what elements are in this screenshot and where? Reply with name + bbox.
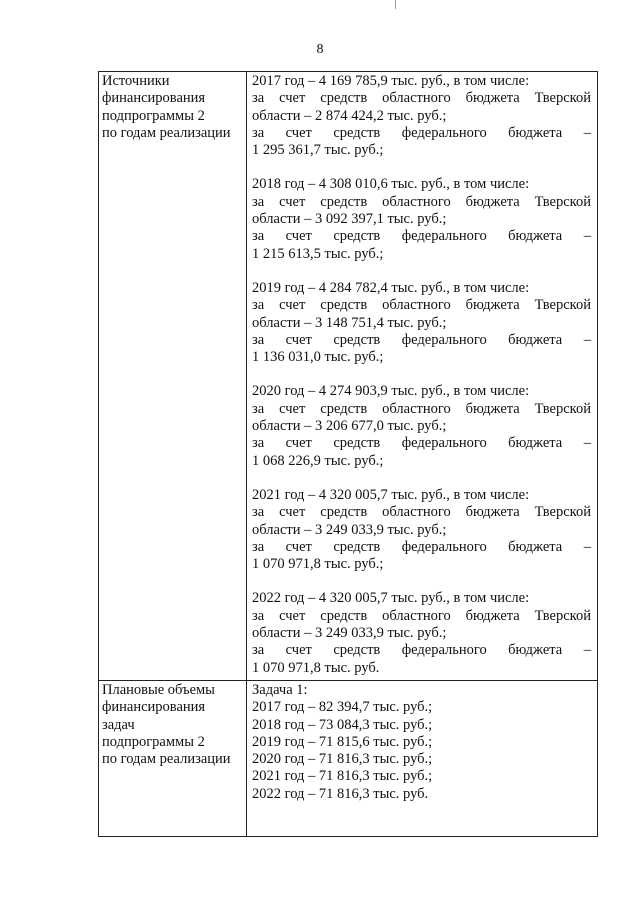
justified-word: средств — [333, 331, 381, 348]
year-total: 2019 год – 4 284 782,4 тыс. руб., в том числе: — [252, 279, 530, 296]
funding-sources-content-cell — [247, 72, 598, 681]
federal-budget-line — [252, 642, 591, 659]
regional-budget-line — [252, 608, 591, 625]
task-year-amount: 2022 год – 71 816,3 тыс. руб. — [252, 785, 429, 802]
justified-word: бюджета — [508, 228, 563, 245]
regional-budget-line — [252, 297, 591, 314]
justified-word: средств — [333, 228, 381, 245]
year-block-2021 — [252, 487, 591, 573]
regional-budget-amount: области – 3 249 033,9 тыс. руб.; — [252, 521, 447, 538]
justified-word: за — [252, 331, 265, 348]
justified-word: бюджета — [465, 400, 520, 417]
justified-word: областного — [382, 297, 451, 314]
justified-word: бюджета — [508, 538, 563, 555]
justified-word: за — [252, 435, 265, 452]
justified-word: – — [583, 331, 591, 348]
justified-word: Тверской — [534, 607, 591, 624]
justified-word: областного — [382, 607, 451, 624]
label-line: Плановые объемы — [102, 682, 215, 698]
justified-word: – — [583, 124, 591, 141]
justified-word: – — [583, 642, 591, 659]
regional-budget-amount: области – 2 874 424,2 тыс. руб.; — [252, 107, 447, 124]
justified-word: областного — [382, 193, 451, 210]
regional-budget-amount: области – 3 148 751,4 тыс. руб.; — [252, 314, 447, 331]
regional-budget-line — [252, 194, 591, 211]
justified-word: бюджета — [465, 504, 520, 521]
justified-word: за — [252, 642, 265, 659]
justified-word: Тверской — [534, 90, 591, 107]
justified-word: – — [583, 228, 591, 245]
justified-word: – — [583, 538, 591, 555]
justified-word: бюджета — [508, 331, 563, 348]
justified-word: бюджета — [508, 435, 563, 452]
year-total: 2018 год – 4 308 010,6 тыс. руб., в том числе: — [252, 176, 530, 193]
justified-word: средств — [333, 538, 381, 555]
label-line: подпрограммы 2 — [102, 733, 205, 750]
year-block-2022 — [252, 590, 591, 676]
justified-word: счет — [285, 331, 312, 348]
justified-word: счет — [285, 642, 312, 659]
justified-word: федерального — [401, 331, 487, 348]
label-line: подпрограммы 2 — [102, 107, 205, 124]
justified-word: областного — [382, 400, 451, 417]
justified-word: бюджета — [465, 297, 520, 314]
justified-word: счет — [279, 504, 306, 521]
justified-word: средств — [333, 642, 381, 659]
regional-budget-line — [252, 90, 591, 107]
justified-word: федерального — [401, 228, 487, 245]
label-line: Источники — [102, 73, 170, 89]
regional-budget-amount: области – 3 249 033,9 тыс. руб.; — [252, 625, 447, 642]
year-total: 2020 год – 4 274 903,9 тыс. руб., в том числе: — [252, 383, 530, 400]
federal-budget-amount: 1 068 226,9 тыс. руб.; — [252, 452, 384, 469]
justified-word: бюджета — [508, 642, 563, 659]
justified-word: счет — [279, 193, 306, 210]
justified-word: Тверской — [534, 504, 591, 521]
justified-word: бюджета — [465, 193, 520, 210]
justified-word: за — [252, 538, 265, 555]
justified-word: за — [252, 607, 265, 624]
task-year-amount: 2020 год – 71 816,3 тыс. руб.; — [252, 751, 433, 768]
justified-word: Тверской — [534, 297, 591, 314]
justified-word: областного — [382, 90, 451, 107]
year-block-2017 — [252, 73, 591, 159]
justified-word: счет — [285, 538, 312, 555]
justified-word: средств — [320, 607, 368, 624]
federal-budget-amount: 1 295 361,7 тыс. руб.; — [252, 142, 384, 159]
justified-word: бюджета — [508, 124, 563, 141]
regional-budget-line — [252, 504, 591, 521]
label-line: по годам реализации — [102, 751, 231, 768]
justified-word: счет — [279, 297, 306, 314]
justified-word: средств — [333, 124, 381, 141]
year-total: 2017 год – 4 169 785,9 тыс. руб., в том числе: — [252, 73, 530, 89]
justified-word: за — [252, 193, 265, 210]
task-year-amount: 2021 год – 71 816,3 тыс. руб.; — [252, 768, 433, 785]
table-row-funding-sources — [99, 72, 598, 681]
year-block-2019 — [252, 280, 591, 366]
year-block-2020 — [252, 383, 591, 469]
program-table — [98, 71, 598, 837]
task-year-amount: 2017 год – 82 394,7 тыс. руб.; — [252, 699, 433, 716]
label-line: финансирования — [102, 699, 206, 716]
task-funding-label-cell — [99, 681, 247, 837]
justified-word: счет — [279, 400, 306, 417]
justified-word: за — [252, 90, 265, 107]
federal-budget-line — [252, 435, 591, 452]
scan-artifact-mark — [395, 0, 396, 9]
justified-word: федерального — [401, 642, 487, 659]
justified-word: счет — [279, 607, 306, 624]
year-total: 2021 год – 4 320 005,7 тыс. руб., в том числе: — [252, 486, 530, 503]
federal-budget-line — [252, 125, 591, 142]
justified-word: за — [252, 297, 265, 314]
regional-budget-amount: области – 3 092 397,1 тыс. руб.; — [252, 211, 447, 228]
federal-budget-line — [252, 228, 591, 245]
justified-word: областного — [382, 504, 451, 521]
justified-word: средств — [320, 400, 368, 417]
page-number: 8 — [316, 42, 324, 57]
federal-budget-line — [252, 539, 591, 556]
task-title: Задача 1: — [252, 682, 308, 698]
year-total: 2022 год – 4 320 005,7 тыс. руб., в том числе: — [252, 590, 530, 607]
justified-word: средств — [320, 297, 368, 314]
federal-budget-amount: 1 215 613,5 тыс. руб.; — [252, 245, 384, 262]
task-year-amount: 2018 год – 73 084,3 тыс. руб.; — [252, 716, 433, 733]
justified-word: федерального — [401, 435, 487, 452]
label-line: по годам реализации — [102, 124, 231, 141]
federal-budget-line — [252, 332, 591, 349]
justified-word: бюджета — [465, 607, 520, 624]
task-year-amount: 2019 год – 71 815,6 тыс. руб.; — [252, 733, 433, 750]
justified-word: счет — [285, 435, 312, 452]
justified-word: средств — [333, 435, 381, 452]
federal-budget-amount: 1 070 971,8 тыс. руб.; — [252, 556, 384, 573]
justified-word: за — [252, 124, 265, 141]
task-funding-content-cell — [247, 681, 598, 837]
justified-word: счет — [285, 124, 312, 141]
year-block-2018 — [252, 176, 591, 262]
table-row-task-funding — [99, 681, 598, 837]
justified-word: – — [583, 435, 591, 452]
label-line: задач — [102, 716, 135, 733]
justified-word: Тверской — [534, 193, 591, 210]
justified-word: федерального — [401, 124, 487, 141]
justified-word: бюджета — [465, 90, 520, 107]
justified-word: средств — [320, 90, 368, 107]
justified-word: за — [252, 504, 265, 521]
regional-budget-line — [252, 401, 591, 418]
justified-word: федерального — [401, 538, 487, 555]
justified-word: счет — [279, 90, 306, 107]
justified-word: средств — [320, 193, 368, 210]
funding-sources-label-cell — [99, 72, 247, 681]
justified-word: за — [252, 228, 265, 245]
federal-budget-amount: 1 070 971,8 тыс. руб. — [252, 659, 380, 676]
federal-budget-amount: 1 136 031,0 тыс. руб.; — [252, 349, 384, 366]
justified-word: средств — [320, 504, 368, 521]
regional-budget-amount: области – 3 206 677,0 тыс. руб.; — [252, 418, 447, 435]
justified-word: за — [252, 400, 265, 417]
justified-word: Тверской — [534, 400, 591, 417]
label-line: финансирования — [102, 90, 206, 107]
justified-word: счет — [285, 228, 312, 245]
